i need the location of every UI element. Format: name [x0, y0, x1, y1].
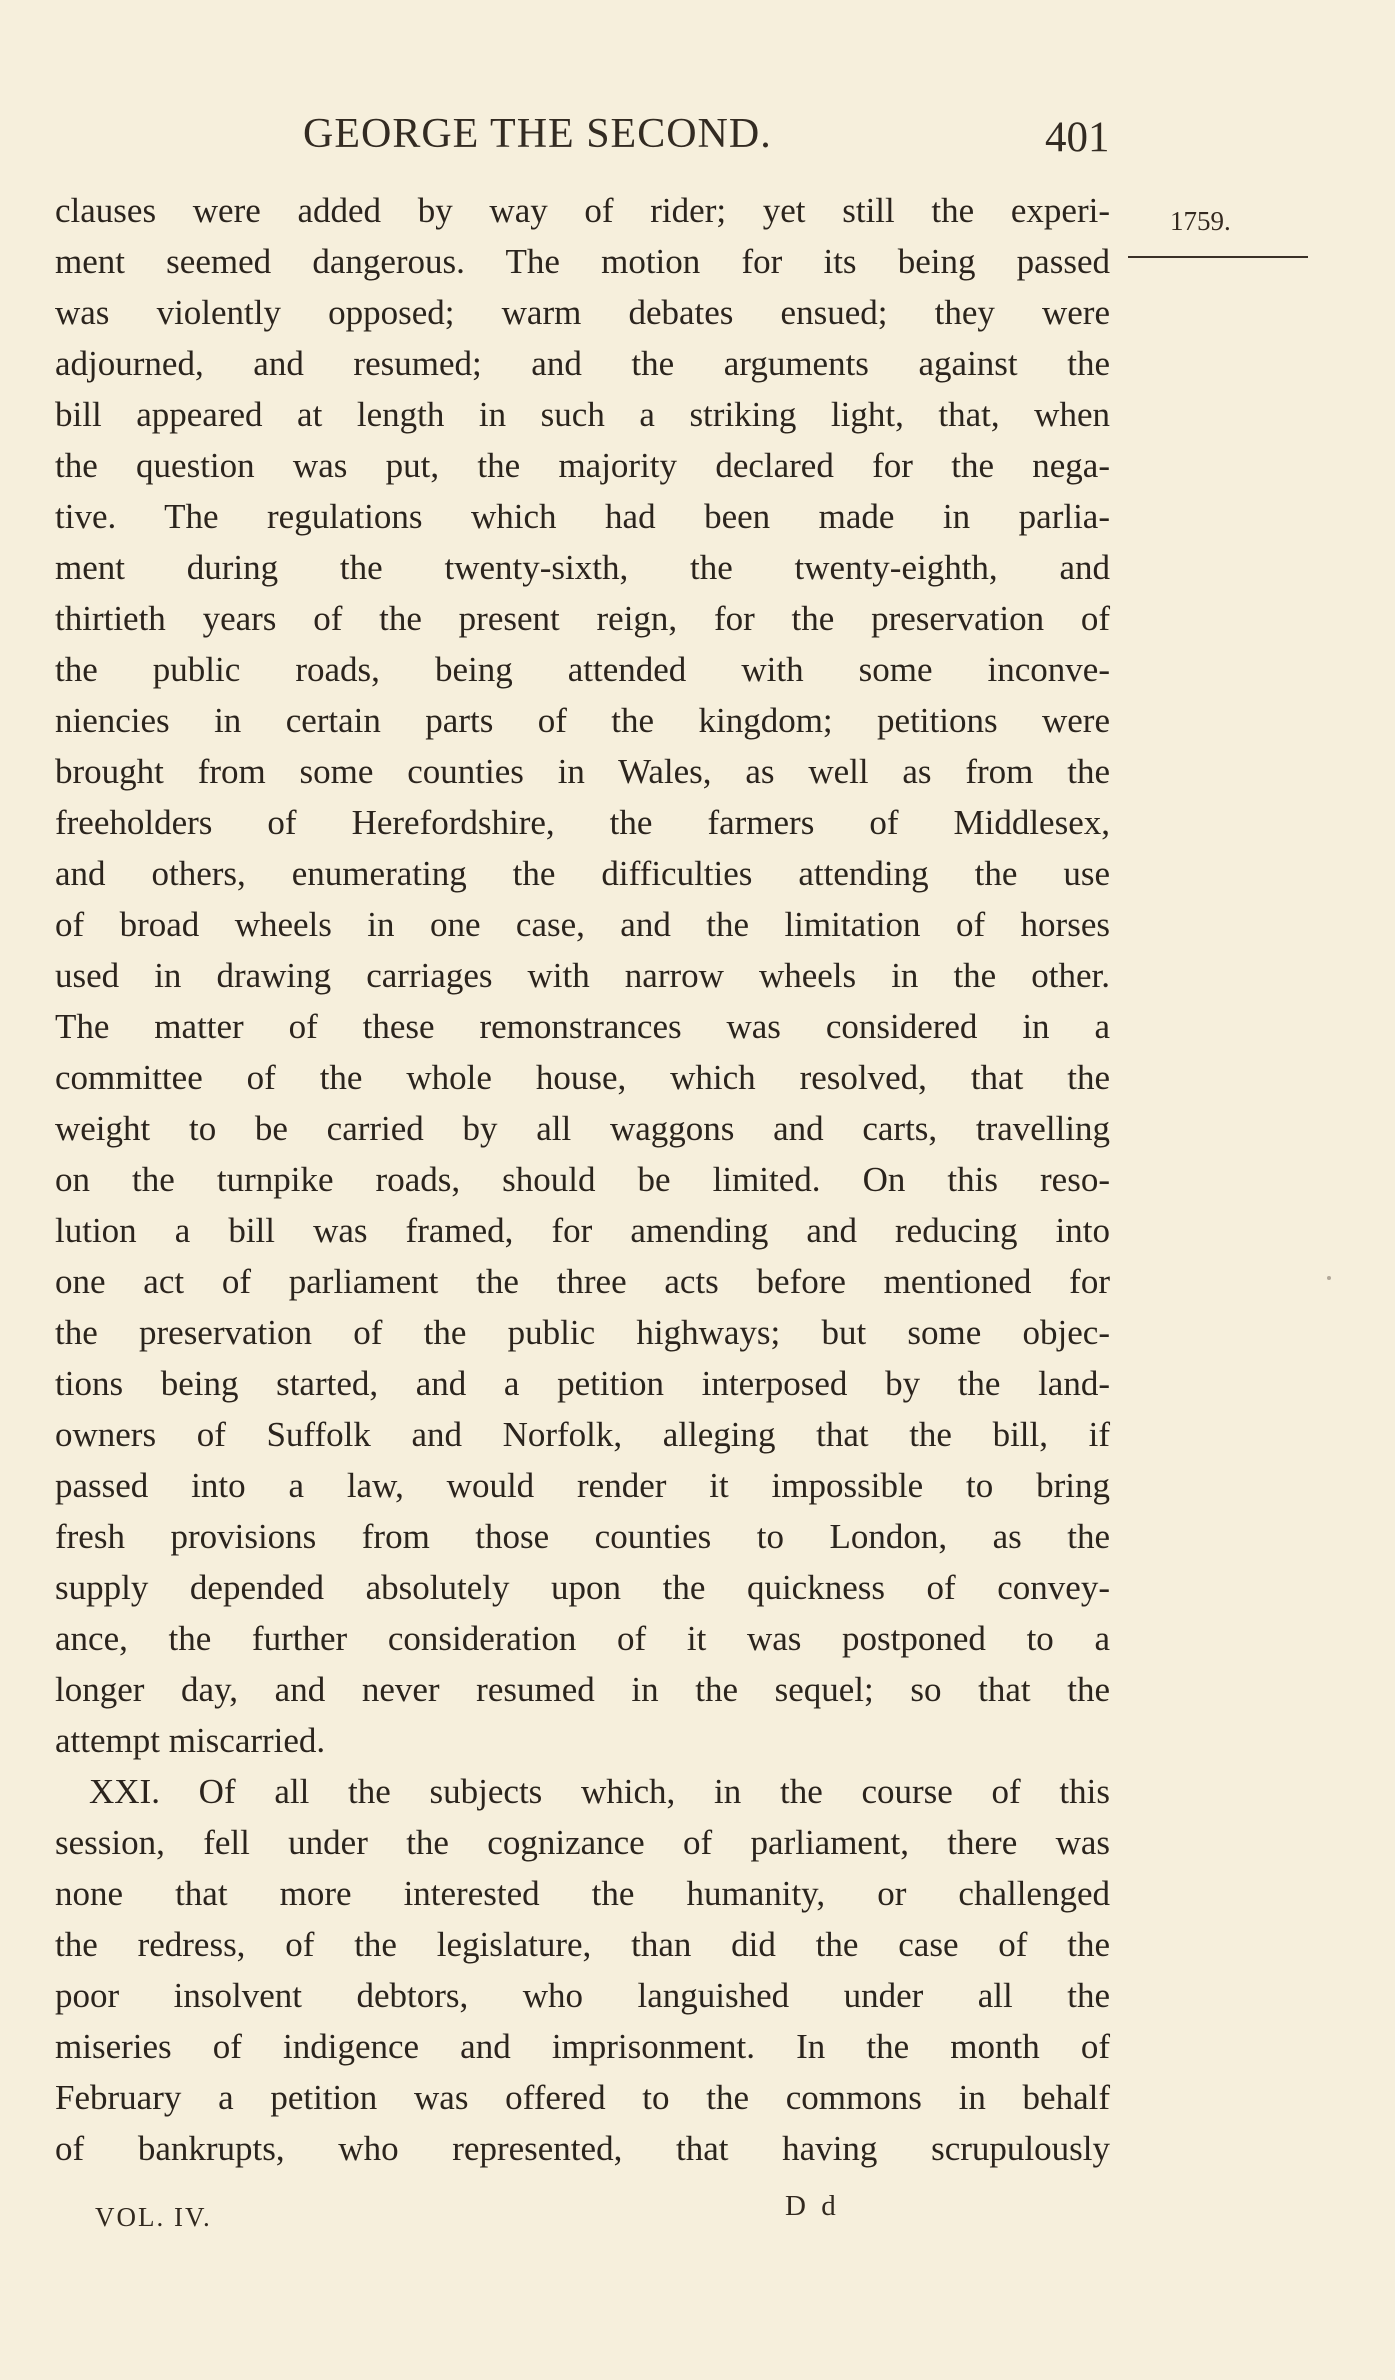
text-line: bill appeared at length in such a striking light, that, when: [55, 395, 1110, 434]
margin-rule: [1128, 256, 1308, 258]
volume-label: VOL. IV.: [95, 2202, 212, 2232]
text-line: ment seemed dangerous. The motion for its being passed: [55, 242, 1110, 281]
text-line: committee of the whole house, which resolved, that the: [55, 1058, 1110, 1097]
text-line: clauses were added by way of rider; yet still the experi-: [55, 191, 1110, 230]
text-line: the public roads, being attended with some inconve-: [55, 650, 1110, 689]
text-line: ance, the further consideration of it was postponed to a: [55, 1619, 1110, 1658]
text-line: of bankrupts, who represented, that having scrupulously: [55, 2129, 1110, 2168]
text-line: thirtieth years of the present reign, for the preservation of: [55, 599, 1110, 638]
text-line: brought from some counties in Wales, as well as from the: [55, 752, 1110, 791]
text-line: the redress, of the legislature, than did the case of the: [55, 1925, 1110, 1964]
text-line: passed into a law, would render it impossible to bring: [55, 1466, 1110, 1505]
text-line: used in drawing carriages with narrow wheels in the other.: [55, 956, 1110, 995]
text-line: lution a bill was framed, for amending and reducing into: [55, 1211, 1110, 1250]
text-line: none that more interested the humanity, or challenged: [55, 1874, 1110, 1913]
text-line: was violently opposed; warm debates ensued; they were: [55, 293, 1110, 332]
text-line: and others, enumerating the difficulties attending the use: [55, 854, 1110, 893]
text-line: tive. The regulations which had been made in parlia-: [55, 497, 1110, 536]
body-text: [55, 185, 1110, 2174]
text-line: supply depended absolutely upon the quickness of convey-: [55, 1568, 1110, 1607]
text-line: on the turnpike roads, should be limited. On this reso-: [55, 1160, 1110, 1199]
text-line: tions being started, and a petition interposed by the land-: [55, 1364, 1110, 1403]
page-number: 401: [1045, 114, 1110, 161]
text-line: fresh provisions from those counties to London, as the: [55, 1517, 1110, 1556]
section-start-line: XXI. Of all the subjects which, in the course of this: [89, 1772, 1110, 1811]
text-line: weight to be carried by all waggons and carts, travelling: [55, 1109, 1110, 1148]
text-line: February a petition was offered to the commons in behalf: [55, 2078, 1110, 2117]
signature-mark: D d: [785, 2190, 840, 2222]
text-line: the preservation of the public highways; but some objec-: [55, 1313, 1110, 1352]
text-line: attempt miscarried.: [55, 1721, 326, 1760]
text-line: longer day, and never resumed in the sequel; so that the: [55, 1670, 1110, 1709]
text-line: ment during the twenty-sixth, the twenty-eighth, and: [55, 548, 1110, 587]
text-line: miseries of indigence and imprisonment. In the month of: [55, 2027, 1110, 2066]
text-line: adjourned, and resumed; and the arguments against the: [55, 344, 1110, 383]
paper-speck: [1327, 1276, 1331, 1280]
text-line: niencies in certain parts of the kingdom; petitions were: [55, 701, 1110, 740]
text-line: The matter of these remonstrances was considered in a: [55, 1007, 1110, 1046]
text-line: owners of Suffolk and Norfolk, alleging that the bill, if: [55, 1415, 1110, 1454]
text-line: poor insolvent debtors, who languished under all the: [55, 1976, 1110, 2015]
text-line: the question was put, the majority declared for the nega-: [55, 446, 1110, 485]
text-line: one act of parliament the three acts before mentioned for: [55, 1262, 1110, 1301]
running-title: GEORGE THE SECOND.: [303, 111, 772, 157]
text-line: session, fell under the cognizance of parliament, there was: [55, 1823, 1110, 1862]
margin-year: 1759.: [1170, 206, 1231, 236]
text-line: freeholders of Herefordshire, the farmers of Middlesex,: [55, 803, 1110, 842]
text-line: of broad wheels in one case, and the limitation of horses: [55, 905, 1110, 944]
